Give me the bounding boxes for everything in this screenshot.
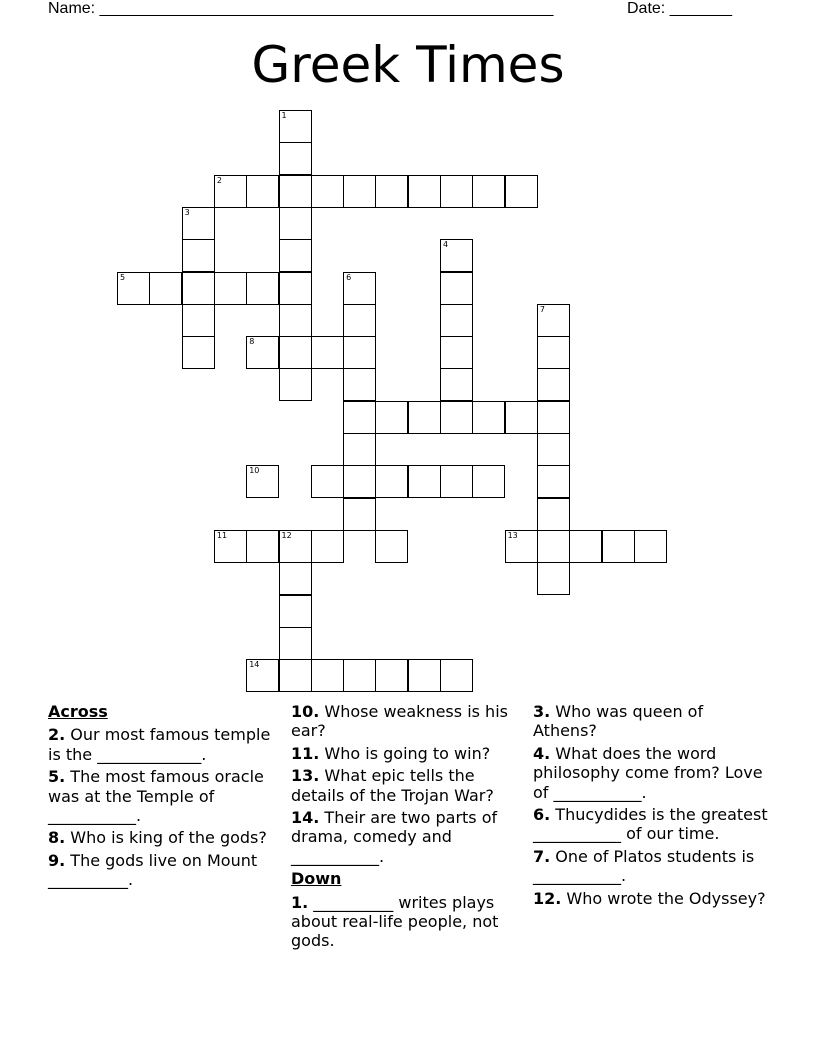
clue-across-8 bbox=[48, 828, 280, 847]
crossword-cell[interactable] bbox=[375, 175, 408, 208]
clue-number: 13. bbox=[291, 766, 320, 786]
cell-number: 7 bbox=[539, 304, 545, 314]
clue-number: 14. bbox=[291, 808, 320, 828]
clue-column-3 bbox=[533, 702, 769, 911]
crossword-cell[interactable] bbox=[408, 465, 441, 498]
crossword-cell[interactable] bbox=[279, 142, 312, 175]
crossword-cell[interactable] bbox=[279, 530, 312, 563]
crossword-cell[interactable] bbox=[279, 562, 312, 595]
crossword-cell[interactable] bbox=[537, 465, 570, 498]
crossword-cell[interactable] bbox=[182, 304, 215, 337]
crossword-cell[interactable] bbox=[343, 175, 376, 208]
clue-across-10 bbox=[291, 702, 527, 741]
name-label: Name: bbox=[48, 0, 100, 17]
clue-number: 2. bbox=[48, 725, 66, 745]
crossword-cell[interactable] bbox=[569, 530, 602, 563]
across-heading: Across bbox=[48, 702, 108, 721]
clue-down-6 bbox=[533, 805, 769, 844]
crossword-cell[interactable] bbox=[279, 627, 312, 660]
crossword-cell[interactable] bbox=[279, 368, 312, 401]
clue-number: 9. bbox=[48, 850, 66, 870]
cell-number: 1 bbox=[281, 111, 287, 120]
crossword-cell[interactable] bbox=[343, 498, 376, 531]
crossword-cell[interactable] bbox=[472, 401, 505, 434]
cell-number: 8 bbox=[249, 337, 255, 347]
crossword-cell[interactable] bbox=[343, 433, 376, 466]
crossword-cell[interactable] bbox=[343, 465, 376, 498]
crossword-cell[interactable] bbox=[117, 272, 150, 305]
clue-text: Their are two parts of drama, comedy and ___________. bbox=[291, 808, 498, 866]
crossword-cell[interactable] bbox=[182, 207, 215, 240]
crossword-cell[interactable] bbox=[440, 465, 473, 498]
crossword-cell[interactable] bbox=[279, 239, 312, 272]
crossword-cell[interactable] bbox=[537, 562, 570, 595]
clue-number: 7. bbox=[533, 846, 551, 866]
crossword-cell[interactable] bbox=[537, 433, 570, 466]
cell-number: 11 bbox=[216, 530, 228, 540]
crossword-cell[interactable] bbox=[149, 272, 182, 305]
clue-number: 1. bbox=[291, 892, 309, 912]
date-label: Date: bbox=[627, 0, 670, 17]
crossword-cell[interactable] bbox=[505, 175, 538, 208]
clue-number: 4. bbox=[533, 743, 551, 763]
crossword-cell[interactable] bbox=[214, 272, 247, 305]
clue-across-14 bbox=[291, 808, 527, 866]
clue-column-2 bbox=[291, 702, 527, 954]
crossword-cell[interactable] bbox=[440, 336, 473, 369]
crossword-cell[interactable] bbox=[246, 465, 279, 498]
clue-number: 8. bbox=[48, 828, 66, 848]
cell-number: 13 bbox=[507, 530, 518, 540]
crossword-cell[interactable] bbox=[343, 401, 376, 434]
cell-number: 3 bbox=[184, 207, 190, 217]
crossword-cell[interactable] bbox=[602, 530, 635, 563]
crossword-cell[interactable] bbox=[246, 272, 279, 305]
clue-text: Who was queen of Athens? bbox=[533, 702, 704, 741]
crossword-cell[interactable] bbox=[440, 304, 473, 337]
clue-text: What epic tells the details of the Trojan War? bbox=[291, 766, 494, 805]
clue-number: 3. bbox=[533, 702, 551, 721]
crossword-cell[interactable] bbox=[375, 465, 408, 498]
crossword-cell[interactable] bbox=[472, 175, 505, 208]
crossword-cell[interactable] bbox=[440, 659, 473, 692]
crossword-cell[interactable] bbox=[375, 401, 408, 434]
name-blank: ___________________________________________________ bbox=[99, 0, 554, 17]
crossword-cell[interactable] bbox=[440, 239, 473, 272]
crossword-cell[interactable] bbox=[343, 659, 376, 692]
crossword-cell[interactable] bbox=[246, 530, 279, 563]
clue-down-4 bbox=[533, 744, 769, 802]
crossword-cell[interactable] bbox=[408, 659, 441, 692]
down-heading: Down bbox=[291, 869, 342, 889]
cell-number: 6 bbox=[346, 272, 352, 282]
crossword-cell[interactable] bbox=[537, 530, 570, 563]
crossword-cell[interactable] bbox=[505, 401, 538, 434]
crossword-cell[interactable] bbox=[279, 272, 312, 305]
crossword-cell[interactable] bbox=[246, 336, 279, 369]
clue-down-3 bbox=[533, 702, 769, 741]
clue-across-11 bbox=[291, 744, 527, 763]
crossword-cell[interactable] bbox=[408, 401, 441, 434]
clue-text: Who is king of the gods? bbox=[65, 828, 267, 848]
crossword-cell[interactable] bbox=[505, 530, 538, 563]
cell-number: 14 bbox=[249, 660, 260, 670]
crossword-cell[interactable] bbox=[634, 530, 667, 563]
cell-number: 2 bbox=[216, 175, 222, 185]
crossword-cell[interactable] bbox=[311, 175, 344, 208]
crossword-cell[interactable] bbox=[537, 401, 570, 434]
crossword-cell[interactable] bbox=[537, 368, 570, 401]
crossword-cell[interactable] bbox=[440, 272, 473, 305]
clue-across-2 bbox=[48, 725, 280, 764]
crossword-cell[interactable] bbox=[537, 304, 570, 337]
clue-text: The gods live on Mount __________. bbox=[48, 850, 258, 890]
crossword-cell[interactable] bbox=[246, 659, 279, 692]
clue-number: 11. bbox=[291, 743, 320, 763]
crossword-cell[interactable] bbox=[182, 239, 215, 272]
crossword-cell[interactable] bbox=[279, 207, 312, 240]
crossword-cell[interactable] bbox=[214, 175, 247, 208]
cell-number: 12 bbox=[281, 530, 292, 540]
clue-text: What does the word philosophy come from? Love of ___________. bbox=[533, 743, 763, 802]
clue-across-9 bbox=[48, 851, 280, 890]
cell-number: 5 bbox=[120, 272, 126, 282]
clue-text: Our most famous temple is the _____________. bbox=[48, 725, 271, 764]
clue-across-5 bbox=[48, 767, 280, 825]
crossword-cell[interactable] bbox=[343, 272, 376, 305]
crossword-cell[interactable] bbox=[537, 336, 570, 369]
crossword-cell[interactable] bbox=[182, 272, 215, 305]
crossword-cell[interactable] bbox=[214, 530, 247, 563]
crossword-cell[interactable] bbox=[279, 659, 312, 692]
clue-number: 5. bbox=[48, 767, 66, 787]
clue-text: Whose weakness is his ear? bbox=[291, 702, 508, 741]
crossword-cell[interactable] bbox=[311, 336, 344, 369]
crossword-cell[interactable] bbox=[408, 175, 441, 208]
date-blank: _______ bbox=[669, 0, 732, 17]
crossword-cell[interactable] bbox=[279, 595, 312, 628]
cell-number: 10 bbox=[249, 466, 260, 476]
crossword-cell[interactable] bbox=[537, 498, 570, 531]
crossword-cell[interactable] bbox=[246, 175, 279, 208]
page-title: Greek Times bbox=[251, 36, 565, 94]
crossword-cell[interactable] bbox=[311, 465, 344, 498]
clue-number: 10. bbox=[291, 702, 320, 721]
cell-number: 4 bbox=[443, 240, 449, 250]
crossword-cell[interactable] bbox=[440, 368, 473, 401]
crossword-cell[interactable] bbox=[311, 530, 344, 563]
clue-number: 12. bbox=[533, 888, 562, 908]
crossword-cell[interactable] bbox=[311, 659, 344, 692]
crossword-cell[interactable] bbox=[279, 110, 312, 143]
clue-text: Who is going to win? bbox=[319, 743, 491, 763]
crossword-cell[interactable] bbox=[343, 336, 376, 369]
crossword-cell[interactable] bbox=[182, 336, 215, 369]
clue-column-1 bbox=[48, 702, 280, 893]
clue-text: __________ writes plays about real-life people, not gods. bbox=[291, 892, 499, 951]
crossword-cell[interactable] bbox=[279, 336, 312, 369]
crossword-cell[interactable] bbox=[279, 304, 312, 337]
clue-text: The most famous oracle was at the Temple of ___________. bbox=[48, 767, 264, 826]
crossword-cell[interactable] bbox=[440, 175, 473, 208]
clue-number: 6. bbox=[533, 805, 551, 825]
crossword-cell[interactable] bbox=[343, 304, 376, 337]
crossword-cell[interactable] bbox=[375, 659, 408, 692]
crossword-cell[interactable] bbox=[343, 368, 376, 401]
crossword-cell[interactable] bbox=[375, 530, 408, 563]
crossword-cell[interactable] bbox=[472, 465, 505, 498]
clue-down-1 bbox=[291, 893, 527, 951]
clue-text: One of Platos students is ___________. bbox=[533, 846, 755, 886]
clue-text: Who wrote the Odyssey? bbox=[561, 888, 766, 908]
clue-text: Thucydides is the greatest ___________ of our time. bbox=[533, 805, 768, 844]
clue-down-7 bbox=[533, 847, 769, 886]
clue-across-13 bbox=[291, 766, 527, 805]
clue-down-12 bbox=[533, 889, 769, 908]
crossword-cell[interactable] bbox=[440, 401, 473, 434]
crossword-cell[interactable] bbox=[279, 175, 312, 208]
